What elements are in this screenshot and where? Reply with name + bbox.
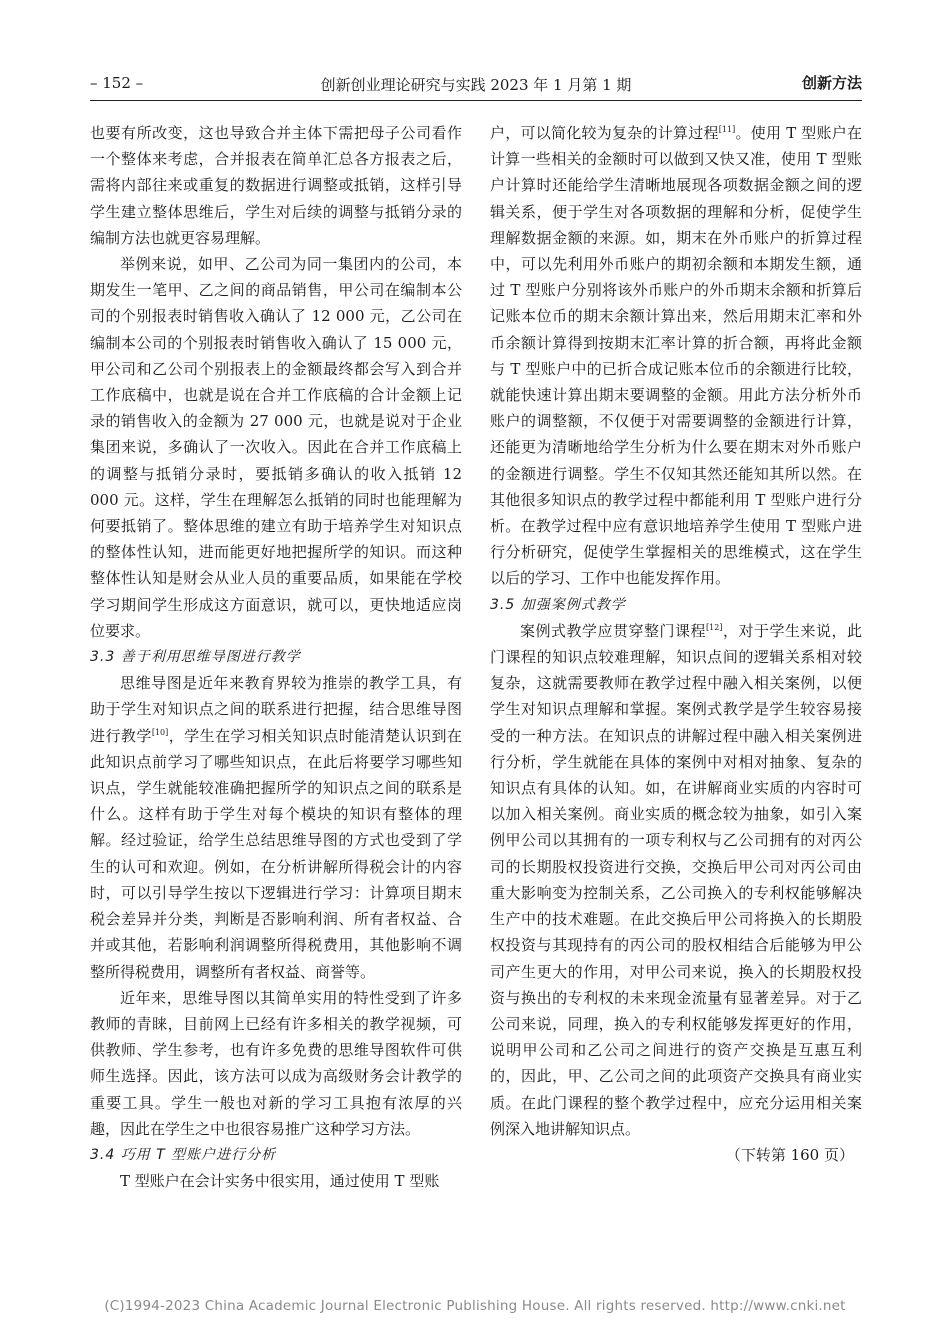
- left-column: [90, 120, 462, 1194]
- section-heading-3-5: 3.5 加强案例式教学: [490, 596, 626, 613]
- header-rule: [90, 100, 862, 101]
- paragraph-text: 案例式教学应贯穿整门课程: [520, 621, 707, 640]
- copyright-footer: (C)1994-2023 China Academic Journal Electronic Publishing House. All rights reserved. http://www.cnki.net: [104, 1298, 846, 1314]
- section-label: 创新方法: [801, 74, 862, 92]
- paragraph-text: 户，可以简化较为复杂的计算过程: [490, 124, 719, 142]
- page-number: – 152 –: [90, 74, 144, 92]
- section-heading-3-4: 3.4 巧用 T 型账户进行分析: [90, 1146, 277, 1163]
- right-column: [490, 120, 862, 1168]
- continued-note: （下转第 160 页）: [725, 1145, 854, 1164]
- page-header: [90, 70, 862, 102]
- citation[interactable]: [11]: [718, 125, 736, 134]
- paragraph: [490, 120, 862, 592]
- paragraph: T 型账户在会计实务中很实用，通过使用 T 型账: [120, 1172, 440, 1191]
- paragraph-text: ，学生在学习相关知识点时能清楚认识到在此知识点前学习了哪些知识点，在此后将要学习哪些知识点，学生就能较准确把握所学的知识点之间的联系是什么。这样有助于学生对每个模块的知识有整体的理解。经过验证，给学生总结思维导图的方式也受到了学生的认可和欢迎。例如，在分析讲解所得税会计的内容时，可以引导学生按以下逻辑进行学习：计算项目期末税会差异并分类，判断是否影响利润、所有者权益、合并或其他，若影响利润调整所得税费用，其他影响不调整所得税费用，调整所有者权益、商誉等。: [90, 726, 462, 981]
- paragraph-text: 思维导图是近年来教育界较为推崇的教学工具，有助于学生对知识点之间的联系进行把握，结合思维导图进行教学: [90, 674, 462, 745]
- section-heading-3-3: 3.3 善于利用思维导图进行教学: [90, 649, 301, 666]
- citation[interactable]: [12]: [706, 622, 723, 632]
- paragraph-text: ，对于学生来说，此门课程的知识点较难理解，知识点间的逻辑关系相对较复杂，这就需要教师在教学过程中融入相关案例，以便学生对知识点理解和掌握。案例式教学是学生较容易接受的一种方法。在知识点的讲解过程中融入相关案例进行分析，学生就能在具体的案例中对相对抽象、复杂的知识点有具体的认知。如，在讲解商业实质的内容时可以加入相关案例。商业实质的概念较为抽象，如引入案例甲公司以其拥有的一项专利权与乙公司拥有的对丙公司的长期股权投资进行交换，交换后甲公司对丙公司由重大影响变为控制关系，乙公司换入的专利权能够解决生产中的技术难题。在此交换后甲公司将换入的长期股权投资与其现持有的丙公司的股权相结合后能够为甲公司产生更大的作用，对甲公司来说，换入的长期股权投资与换出的专利权的未来现金流量有显著差异。对于乙公司来说，同理，换入的专利权能够发挥更好的作用，说明甲公司和乙公司之间进行的资产交换是互惠互利的，因此，甲、乙公司之间的此项资产交换具有商业实质。在此门课程的整个教学过程中，应充分运用相关案例深入地讲解知识点。: [490, 621, 862, 1138]
- paragraph: 举例来说，如甲、乙公司为同一集团内的公司，本期发生一笔甲、乙之间的商品销售，甲公司在编制本公司的个别报表时销售收入确认了 12 000 元，乙公司在编制本公司的个别报表时销售收入确认了 15 000 元，甲公司和乙公司个别报表上的金额最终都会写入到合并工作底稿中，也就是说在合并工作底稿的合计金额上记录的销售收入的金额为 27 000 元，也就是说对于企业集团来说，多确认了一次收入。因此在合并工作底稿上的调整与抵销分录时，要抵销多确认的收入抵销 12 000 元。这样，学生在理解怎么抵销的同时也能理解为何要抵销了。整体思维的建立有助于培养学生对知识点的整体性认知，进而能更好地把握所学的知识。而这种整体性认知是财会从业人员的重要品质，如果能在学校学习期间学生形成这方面意识，就可以，更快地适应岗位要求。: [90, 255, 462, 640]
- journal-title: 创新创业理论研究与实践 2023 年 1 月第 1 期: [320, 76, 632, 94]
- paragraph: 也要有所改变，这也导致合并主体下需把母子公司看作一个整体来考虑，合并报表在简单汇总各方报表之后，需将内部往来或重复的数据进行调整或抵销，这样引导学生建立整体思维后，学生对后续的调整与抵销分录的编制方法也就更容易理解。: [90, 124, 462, 247]
- paragraph-text: 。使用 T 型账户在计算一些相关的金额时可以做到又快又准，使用 T 型账户计算时还能给学生清晰地展现各项数据金额之间的逻辑关系，便于学生对各项数据的理解和分析，促使学生理解数据金额的来源。如，期末在外币账户的折算过程中，可以先利用外币账户的期初余额和本期发生额，通过 T 型账户分别将该外币账户的外币期末余额和折算后记账本位币的期末余额计算出来，然后用期末汇率和外币余额计算得到按期末汇率计算的折合额，再将此金额与 T 型账户中的已折合成记账本位币的余额进行比较，就能快速计算出期末要调整的金额。用此方法分析外币账户的调整额，不仅便于对需要调整的金额进行计算，还能更为清晰地给学生分析为什么要在期末对外币账户的金额进行调整。学生不仅知其然还能知其所以然。在其他很多知识点的教学过程中都能利用 T 型账户进行分析。在教学过程中应有意识地培养学生使用 T 型账户进行分析研究，促使学生掌握相关的思维模式，这在学生以后的学习、工作中也能发挥作用。: [490, 124, 862, 588]
- citation[interactable]: [10]: [151, 727, 169, 737]
- paragraph: [490, 618, 862, 1142]
- paragraph: [90, 670, 462, 984]
- paragraph: 近年来，思维导图以其简单实用的特性受到了许多教师的青睐，目前网上已经有许多相关的教学视频，可供教师、学生参考，也有许多免费的思维导图软件可供师生选择。因此，该方法可以成为高级财务会计教学的重要工具。学生一般也对新的学习工具抱有浓厚的兴趣，因此在学生之中也很容易推广这种学习方法。: [90, 988, 462, 1138]
